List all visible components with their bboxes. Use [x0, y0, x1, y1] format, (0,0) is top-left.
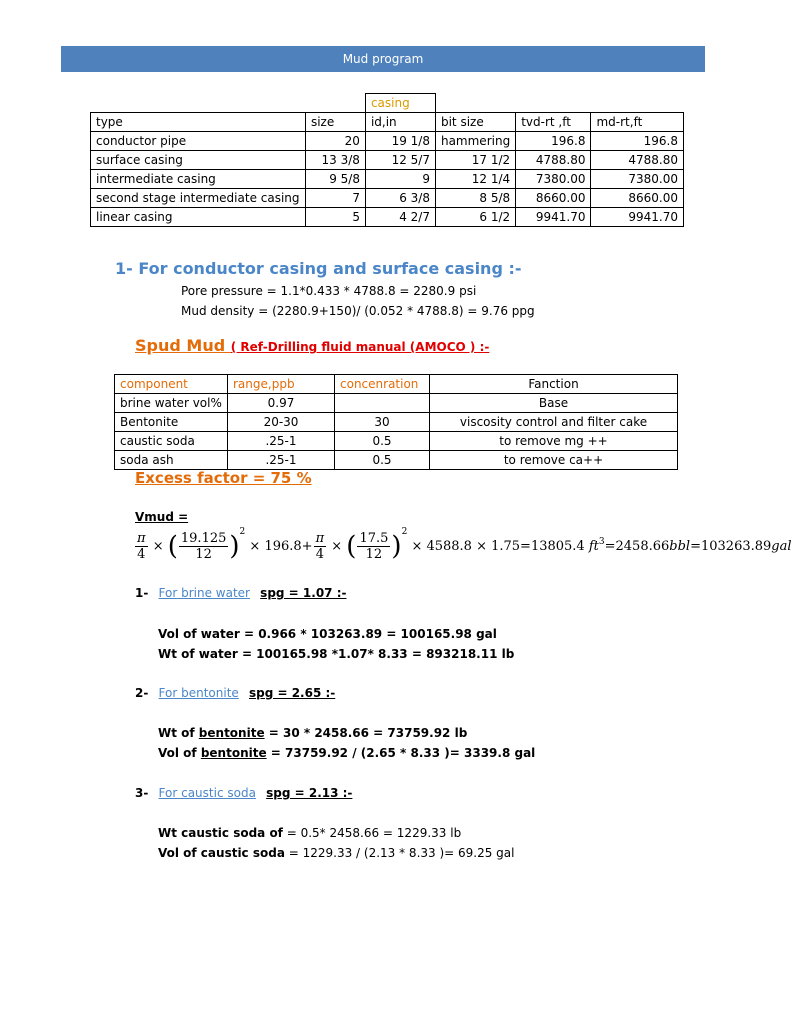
cell-bit-size: 17 1/2 [435, 151, 515, 170]
cell-id: 19 1/8 [365, 132, 435, 151]
bentonite-link[interactable]: For bentonite [158, 686, 239, 700]
page-title: Mud program [61, 46, 705, 72]
brine-heading: 1- For brine water spg = 1.07 :- [135, 586, 347, 600]
component-header-cell: concenration [335, 375, 430, 394]
cell-function: to remove ca++ [430, 451, 678, 470]
component-table [114, 374, 678, 470]
caustic-link[interactable]: For caustic soda [158, 786, 256, 800]
cell-component: brine water vol% [115, 394, 228, 413]
mud-density-text: Mud density = (2280.9+150)/ (0.052 * 4788.8) = 9.76 ppg [181, 304, 535, 318]
brine-vol-line: Vol of water = 0.966 * 103263.89 = 100165.98 gal [158, 627, 497, 641]
cell-tvd: 9941.70 [516, 208, 591, 227]
table-row [91, 208, 684, 227]
bentonite-wt-line: Wt of bentonite = 30 * 2458.66 = 73759.92 lb [158, 726, 468, 740]
casing-header-cell: bit size [435, 113, 515, 132]
casing-header-cell: size [305, 113, 365, 132]
caustic-vol-line: Vol of caustic soda = 1229.33 / (2.13 * 8.33 )= 69.25 gal [158, 846, 515, 860]
cell-function: Base [430, 394, 678, 413]
cell-md: 4788.80 [591, 151, 684, 170]
fraction-1: $\frac{19.125}{12}$ [180, 531, 227, 562]
table-row [115, 432, 678, 451]
cell-function: to remove mg ++ [430, 432, 678, 451]
cell-size: 7 [305, 189, 365, 208]
casing-group-header: casing [365, 94, 435, 113]
table-row [115, 394, 678, 413]
cell-type: second stage intermediate casing [91, 189, 306, 208]
spud-reference: ( Ref-Drilling fluid manual (AMOCO ) :- [230, 340, 490, 354]
component-header-cell: range,ppb [228, 375, 335, 394]
casing-header-cell: tvd-rt ,ft [516, 113, 591, 132]
cell-range: 0.97 [228, 394, 335, 413]
cell-concentration [335, 394, 430, 413]
brine-wt-line: Wt of water = 100165.98 *1.07* 8.33 = 893218.11 lb [158, 647, 515, 661]
cell-md: 196.8 [591, 132, 684, 151]
cell-size: 5 [305, 208, 365, 227]
cell-tvd: 7380.00 [516, 170, 591, 189]
cell-tvd: 196.8 [516, 132, 591, 151]
component-header-row [115, 375, 678, 394]
cell-type: surface casing [91, 151, 306, 170]
spud-heading [135, 336, 489, 355]
cell-md: 9941.70 [591, 208, 684, 227]
cell-tvd: 4788.80 [516, 151, 591, 170]
table-row [115, 413, 678, 432]
brine-spg: spg = 1.07 :- [260, 586, 347, 600]
cell-size: 9 5/8 [305, 170, 365, 189]
casing-header-cell: md-rt,ft [591, 113, 684, 132]
table-row [91, 170, 684, 189]
cell-component: soda ash [115, 451, 228, 470]
cell-id: 4 2/7 [365, 208, 435, 227]
cell-bit-size: 8 5/8 [435, 189, 515, 208]
pore-pressure-text: Pore pressure = 1.1*0.433 * 4788.8 = 2280.9 psi [181, 284, 477, 298]
cell-range: 20-30 [228, 413, 335, 432]
cell-range: .25-1 [228, 451, 335, 470]
casing-table [90, 93, 684, 227]
cell-id: 9 [365, 170, 435, 189]
vmud-equation: $\frac{\pi}{4}$ × ( $\frac{19.125}{12}$ )$^2$ × 196.8+ $\frac{\pi}{4}$ × ( $\frac{17.5}{12}$ )$^2$ × 4588.8 × 1.75=13805.4 $ft^3=2458.66bbl=103263.89gal$ [137, 527, 792, 562]
component-header-cell: Fanction [430, 375, 678, 394]
pi-over-four: $\frac{\pi}{4}$ [137, 531, 146, 562]
cell-bit-size: 6 1/2 [435, 208, 515, 227]
casing-header-row [91, 113, 684, 132]
casing-header-cell: id,in [365, 113, 435, 132]
cell-component: caustic soda [115, 432, 228, 451]
table-row [91, 189, 684, 208]
caustic-wt-line: Wt caustic soda of = 0.5* 2458.66 = 1229.33 lb [158, 826, 462, 840]
bentonite-heading: 2- For bentonite spg = 2.65 :- [135, 686, 336, 700]
spud-title: Spud Mud [135, 336, 231, 355]
section-heading: 1- For conductor casing and surface casing :- [115, 259, 522, 278]
cell-range: .25-1 [228, 432, 335, 451]
table-row [91, 151, 684, 170]
cell-size: 20 [305, 132, 365, 151]
cell-component: Bentonite [115, 413, 228, 432]
pi-over-four: $\frac{\pi}{4}$ [315, 531, 325, 562]
cell-type: intermediate casing [91, 170, 306, 189]
caustic-spg: spg = 2.13 :- [266, 786, 353, 800]
caustic-heading: 3- For caustic soda spg = 2.13 :- [135, 786, 353, 800]
cell-concentration: 0.5 [335, 432, 430, 451]
bentonite-vol-line: Vol of bentonite = 73759.92 / (2.65 * 8.33 )= 3339.8 gal [158, 746, 536, 760]
cell-tvd: 8660.00 [516, 189, 591, 208]
cell-function: viscosity control and filter cake [430, 413, 678, 432]
table-row [91, 132, 684, 151]
cell-concentration: 0.5 [335, 451, 430, 470]
cell-size: 13 3/8 [305, 151, 365, 170]
cell-type: conductor pipe [91, 132, 306, 151]
cell-id: 12 5/7 [365, 151, 435, 170]
bentonite-spg: spg = 2.65 :- [248, 686, 336, 700]
component-header-cell: component [115, 375, 228, 394]
cell-bit-size: 12 1/4 [435, 170, 515, 189]
fraction-2: $\frac{17.5}{12}$ [359, 531, 389, 562]
table-row [115, 451, 678, 470]
excess-factor: Excess factor = 75 % [135, 469, 312, 487]
casing-header-cell: type [91, 113, 306, 132]
cell-md: 7380.00 [591, 170, 684, 189]
cell-bit-size: hammering [435, 132, 515, 151]
brine-link[interactable]: For brine water [158, 586, 250, 600]
vmud-label: Vmud = [135, 510, 189, 524]
cell-concentration: 30 [335, 413, 430, 432]
cell-id: 6 3/8 [365, 189, 435, 208]
cell-type: linear casing [91, 208, 306, 227]
cell-md: 8660.00 [591, 189, 684, 208]
